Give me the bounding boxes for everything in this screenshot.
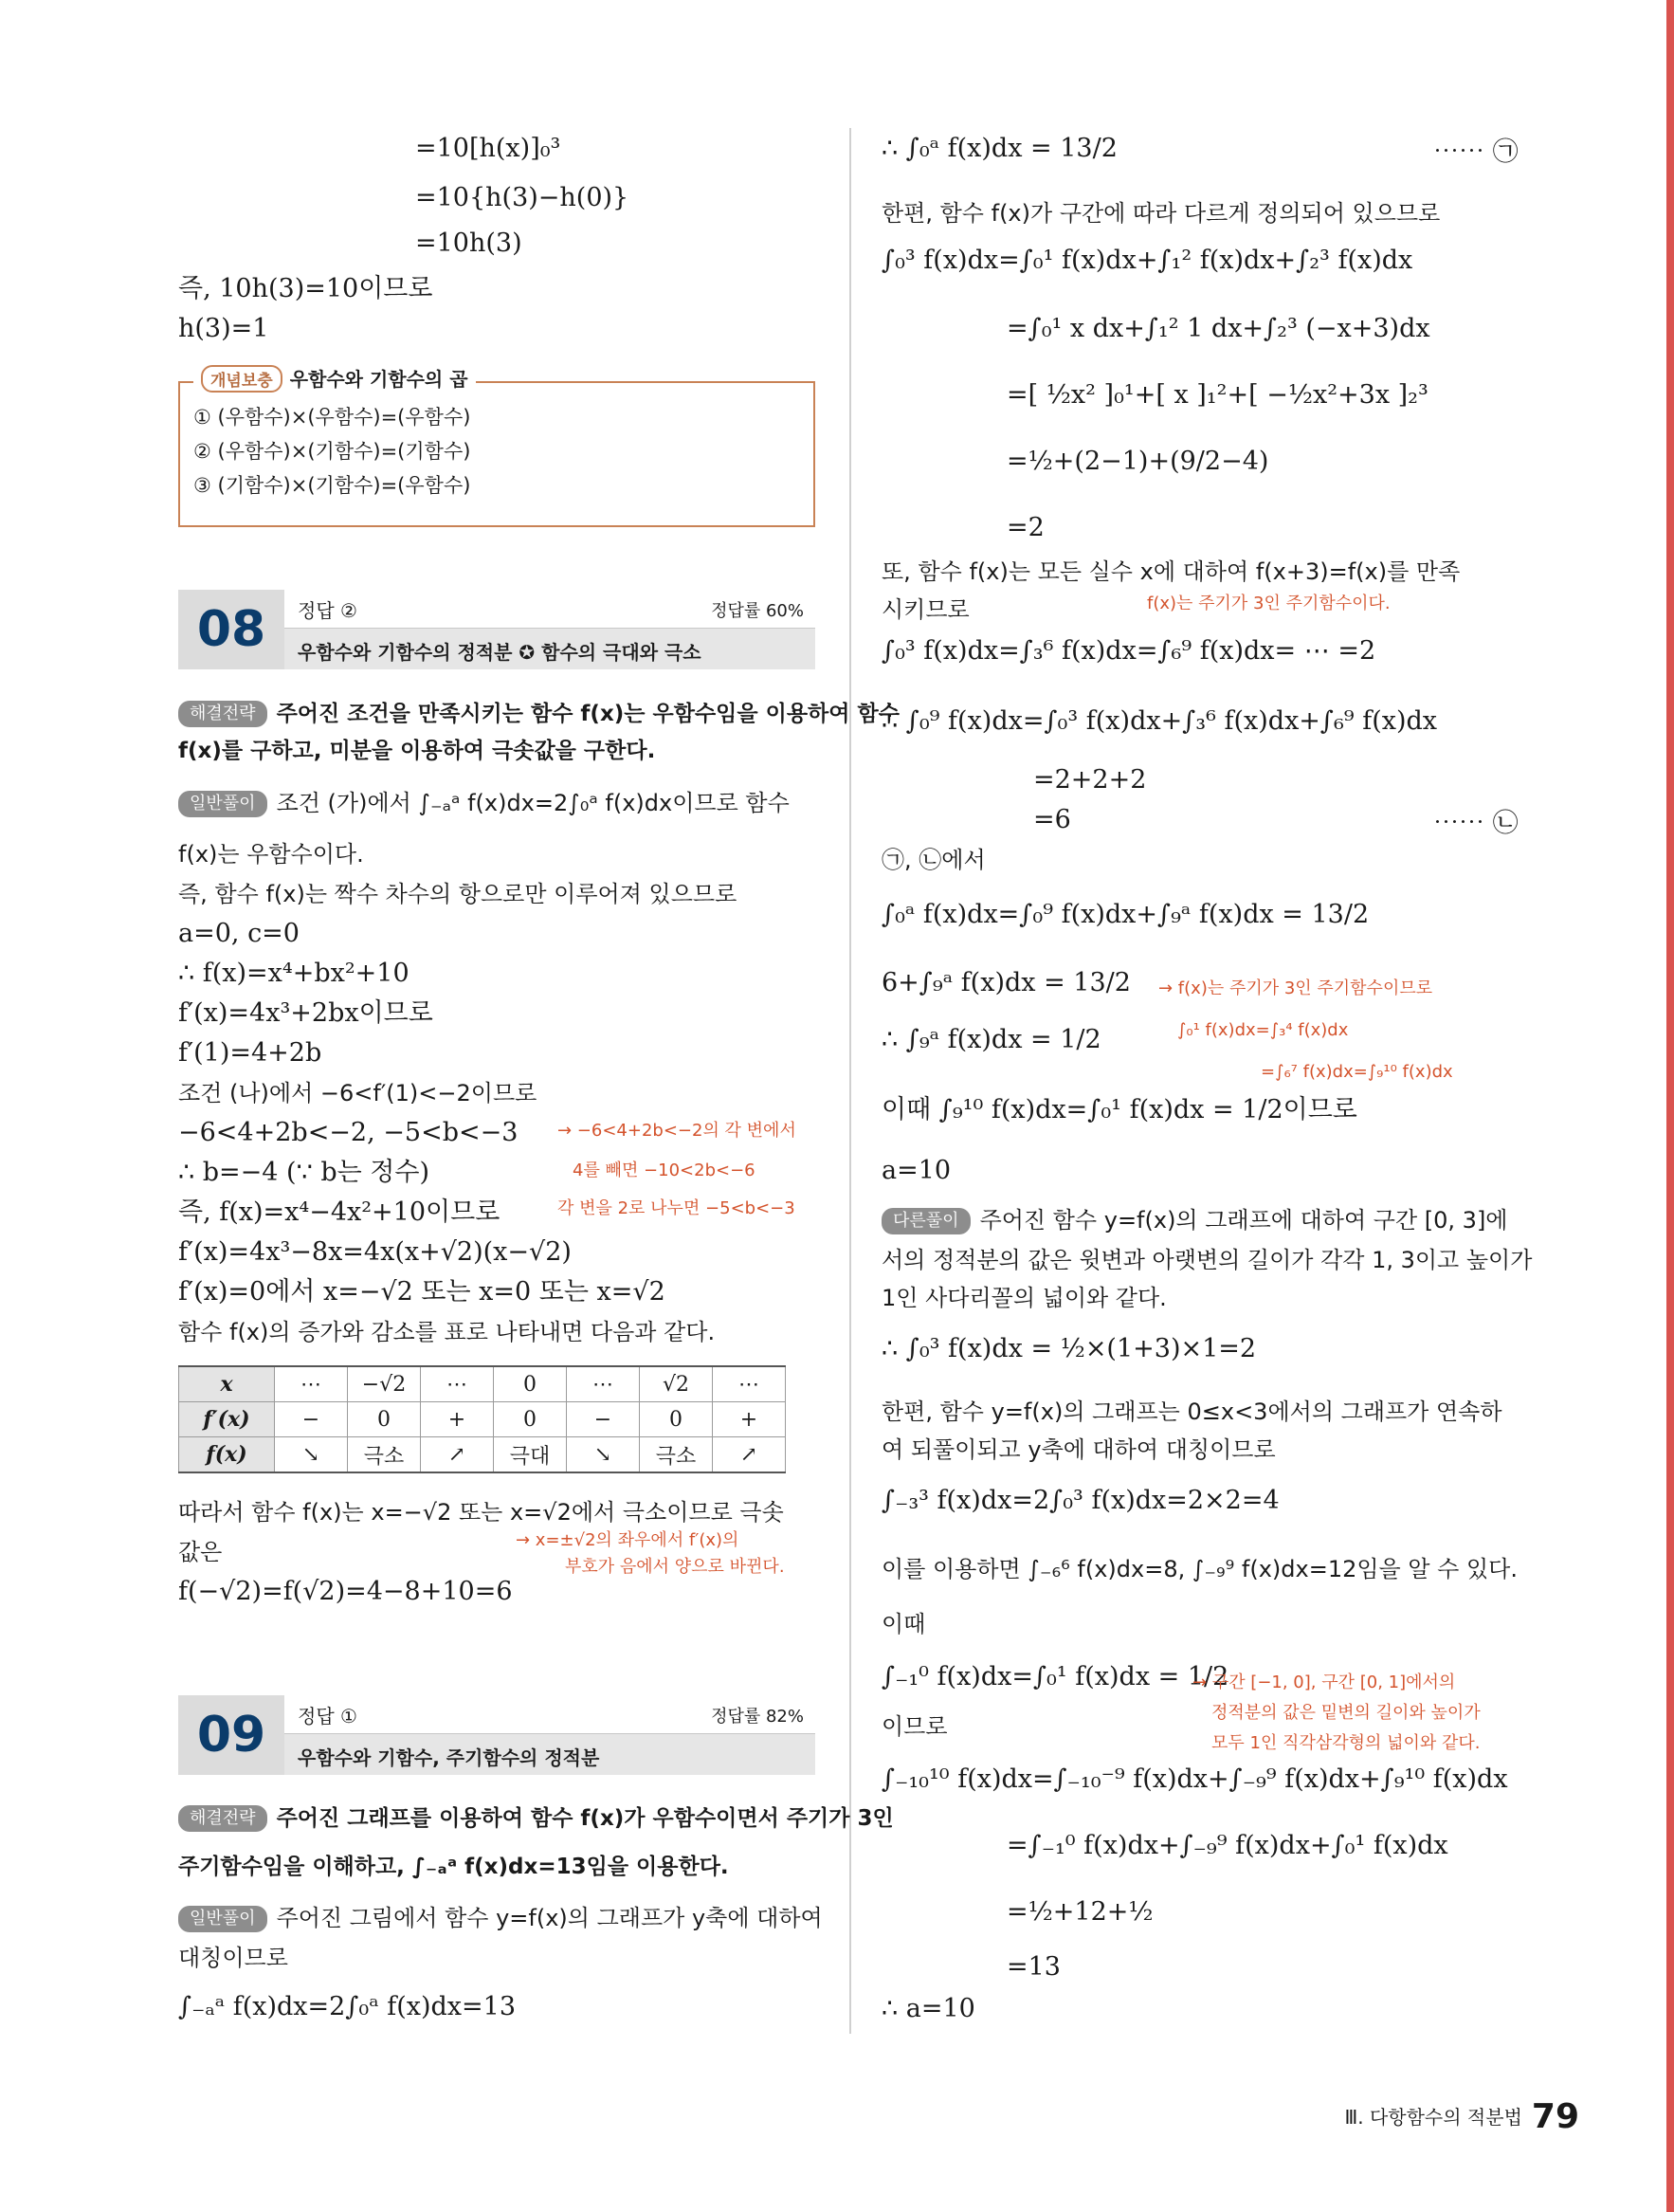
- table-cell: ⋯: [713, 1366, 786, 1402]
- strategy-line: [178, 697, 900, 730]
- math-line: =10{h(3)−h(0)}: [415, 183, 629, 212]
- concept-item: ① (우함수)×(우함수)=(우함수): [193, 406, 471, 429]
- margin-note: =∫₆⁷ f(x)dx=∫₉¹⁰ f(x)dx: [1261, 1062, 1453, 1082]
- margin-note: → f(x)는 주기가 3인 주기함수이므로: [1158, 978, 1433, 998]
- table-cell: ⋯: [421, 1366, 494, 1402]
- solution-text: f(−√2)=f(√2)=4−8+10=6: [178, 1577, 513, 1606]
- solution-text: 한편, 함수 f(x)가 구간에 따라 다르게 정의되어 있으므로: [882, 200, 1441, 227]
- margin-note: 4를 빼면 −10<2b<−6: [573, 1161, 755, 1180]
- math-line: =[ ½x² ]₀¹+[ x ]₁²+[ −½x²+3x ]₂³: [1007, 380, 1428, 410]
- table-cell: f′(x): [179, 1402, 275, 1437]
- concept-item: ③ (기함수)×(기함수)=(우함수): [193, 474, 471, 497]
- table-cell: f(x): [179, 1437, 275, 1473]
- table-cell: 0: [494, 1366, 567, 1402]
- math-line: 즉, 10h(3)=10이므로: [178, 274, 433, 303]
- alt-text: ∫₋₃³ f(x)dx=2∫₀³ f(x)dx=2×2=4: [882, 1486, 1280, 1515]
- solution-text: 값은: [178, 1539, 223, 1565]
- math-line: =6: [1033, 805, 1071, 834]
- column-divider: [849, 128, 851, 2034]
- problem-topic: 우함수와 기함수, 주기함수의 정적분: [298, 1746, 600, 1769]
- solution-text: a=0, c=0: [178, 919, 300, 948]
- alt-text: 1인 사다리꼴의 넓이와 같다.: [882, 1285, 1167, 1311]
- alt-text: ∫₋₁⁰ f(x)dx=∫₀¹ f(x)dx = 1/2: [882, 1662, 1229, 1691]
- table-cell: 0: [348, 1402, 421, 1437]
- table-cell: 극소: [640, 1437, 713, 1473]
- margin-note: 정적분의 값은 밑변의 길이와 높이가: [1211, 1703, 1481, 1723]
- solution-text: 조건 (나)에서 −6<f′(1)<−2이므로: [178, 1080, 537, 1106]
- problem-08-header: [178, 590, 815, 669]
- math-line: ∫₀³ f(x)dx=∫₃⁶ f(x)dx=∫₆⁹ f(x)dx= ⋯ =2: [882, 636, 1376, 666]
- margin-note: 부호가 음에서 양으로 바뀐다.: [565, 1557, 785, 1577]
- solution-text: f′(x)=4x³−8x=4x(x+√2)(x−√2): [178, 1237, 572, 1267]
- table-cell: √2: [640, 1366, 713, 1402]
- alt-text: =½+12+½: [1007, 1897, 1154, 1927]
- problem-number: 09: [178, 1695, 284, 1775]
- table-row: [179, 1437, 786, 1473]
- solution-text: f′(1)=4+2b: [178, 1038, 322, 1068]
- alt-text: ∴ ∫₀³ f(x)dx = ½×(1+3)×1=2: [882, 1334, 1257, 1363]
- math-line: =10[h(x)]₀³: [415, 134, 561, 163]
- margin-note: 모두 1인 직각삼각형의 넓이와 같다.: [1211, 1733, 1481, 1753]
- strategy-tag: 해결전략: [178, 1805, 267, 1832]
- math-line: h(3)=1: [178, 314, 269, 343]
- table-cell: −√2: [348, 1366, 421, 1402]
- solution-text: 조건 (가)에서 ∫₋ₐᵃ f(x)dx=2∫₀ᵃ f(x)dx이므로 함수: [276, 790, 790, 816]
- margin-note: → −6<4+2b<−2의 각 변에서: [557, 1121, 796, 1141]
- table-cell: 0: [640, 1402, 713, 1437]
- margin-note: ∫₀¹ f(x)dx=∫₃⁴ f(x)dx: [1177, 1020, 1349, 1040]
- solution-text: 즉, 함수 f(x)는 짝수 차수의 항으로만 이루어져 있으므로: [178, 881, 737, 907]
- math-line: 6+∫₉ᵃ f(x)dx = 13/2: [882, 968, 1131, 997]
- alt-text: ∴ a=10: [882, 1994, 975, 2023]
- page-edge-stripe: [1666, 0, 1674, 2212]
- margin-note: 각 변을 2로 나누면 −5<b<−3: [557, 1198, 795, 1218]
- math-line: a=10: [882, 1156, 952, 1185]
- margin-note: f(x)는 주기가 3인 주기함수이다.: [1147, 594, 1391, 613]
- concept-header: [193, 364, 476, 393]
- table-row: [179, 1366, 786, 1402]
- strategy-text: 주어진 그래프를 이용하여 함수 f(x)가 우함수이면서 주기가 3인: [276, 1806, 894, 1831]
- solution-text: 시키므로: [882, 596, 970, 623]
- table-cell: ↗: [713, 1437, 786, 1473]
- answer-label: 정답 ①: [298, 1705, 357, 1728]
- topic-row: [284, 1734, 815, 1775]
- alt-text: 서의 정적분의 값은 윗변과 아랫변의 길이가 각각 1, 3이고 높이가: [882, 1247, 1533, 1273]
- answer-label: 정답 ②: [298, 599, 357, 622]
- strategy-line: [178, 1801, 894, 1835]
- solution-text: 즉, f(x)=x⁴−4x²+10이므로: [178, 1197, 500, 1227]
- solution-line: [178, 787, 790, 819]
- alt-text: 주어진 함수 y=f(x)의 그래프에 대하여 구간 [0, 3]에: [979, 1207, 1508, 1234]
- table-cell: ↘: [275, 1437, 348, 1473]
- equation-mark: ⋯⋯ ㉡: [1433, 809, 1519, 838]
- math-line: =∫₀¹ x dx+∫₁² 1 dx+∫₂³ (−x+3)dx: [1007, 314, 1430, 343]
- concept-title: 우함수와 기함수의 곱: [289, 368, 468, 391]
- page-number: 79: [1531, 2097, 1579, 2136]
- table-cell: 0: [494, 1402, 567, 1437]
- problem-number: 08: [178, 590, 284, 669]
- solution-line: [178, 1902, 823, 1934]
- solution-tag: 일반풀이: [178, 1906, 267, 1932]
- table-cell: +: [713, 1402, 786, 1437]
- alt-line: [882, 1204, 1508, 1236]
- math-line: ∫₀³ f(x)dx=∫₀¹ f(x)dx+∫₁² f(x)dx+∫₂³ f(x)dx: [882, 246, 1413, 275]
- math-line: ∴ ∫₀ᵃ f(x)dx = 13/2: [882, 134, 1118, 163]
- solution-tag: 일반풀이: [178, 791, 267, 817]
- table-cell: ⋯: [567, 1366, 640, 1402]
- increase-decrease-table: [178, 1365, 786, 1473]
- table-cell: x: [179, 1366, 275, 1402]
- strategy-text: 주기함수임을 이해하고, ∫₋ₐᵃ f(x)dx=13임을 이용한다.: [178, 1855, 729, 1879]
- solution-text: 따라서 함수 f(x)는 x=−√2 또는 x=√2에서 극소이므로 극솟: [178, 1499, 784, 1526]
- page-footer: [1344, 2097, 1579, 2136]
- math-line: =2: [1007, 513, 1045, 542]
- table-cell: ↘: [567, 1437, 640, 1473]
- alt-text: 여 되풀이되고 y축에 대하여 대칭이므로: [882, 1436, 1276, 1463]
- table-cell: ↗: [421, 1437, 494, 1473]
- solution-text: f(x)는 우함수이다.: [178, 841, 364, 868]
- math-line: =10h(3): [415, 229, 522, 258]
- alt-text: =13: [1007, 1952, 1061, 1982]
- problem-09-header: [178, 1695, 815, 1775]
- alt-text: ∫₋₁₀¹⁰ f(x)dx=∫₋₁₀⁻⁹ f(x)dx+∫₋₉⁹ f(x)dx+∫₉¹⁰ f(x)dx: [882, 1764, 1508, 1794]
- solution-text: 함수 f(x)의 증가와 감소를 표로 나타내면 다음과 같다.: [178, 1319, 716, 1345]
- strategy-text: f(x)를 구하고, 미분을 이용하여 극솟값을 구한다.: [178, 739, 656, 763]
- table-cell: ⋯: [275, 1366, 348, 1402]
- solution-text: ∫₋ₐᵃ f(x)dx=2∫₀ᵃ f(x)dx=13: [178, 1992, 516, 2021]
- solution-text: f′(x)=4x³+2bx이므로: [178, 998, 433, 1028]
- concept-item: ② (우함수)×(기함수)=(기함수): [193, 440, 471, 463]
- strategy-tag: 해결전략: [178, 701, 267, 727]
- correct-rate: 정답률 82%: [711, 1707, 804, 1727]
- solution-text: ㉠, ㉡에서: [882, 847, 986, 873]
- solution-text: f′(x)=0에서 x=−√2 또는 x=0 또는 x=√2: [178, 1277, 665, 1307]
- concept-box: [178, 368, 815, 527]
- answer-row: [284, 1695, 815, 1734]
- topic-row: [284, 629, 815, 669]
- table-row: [179, 1402, 786, 1437]
- solution-text: 주어진 그림에서 함수 y=f(x)의 그래프가 y축에 대하여: [276, 1905, 823, 1931]
- math-line: =2+2+2: [1033, 765, 1147, 795]
- solution-text: 또, 함수 f(x)는 모든 실수 x에 대하여 f(x+3)=f(x)를 만족: [882, 558, 1461, 585]
- margin-note: → 구간 [−1, 0], 구간 [0, 1]에서의: [1192, 1673, 1456, 1692]
- table-cell: 극소: [348, 1437, 421, 1473]
- alt-tag: 다른풀이: [882, 1208, 971, 1234]
- strategy-text: 주어진 조건을 만족시키는 함수 f(x)는 우함수임을 이용하여 함수: [276, 702, 900, 726]
- math-line: ∫₀ᵃ f(x)dx=∫₀⁹ f(x)dx+∫₉ᵃ f(x)dx = 13/2: [882, 900, 1370, 929]
- math-line: =½+(2−1)+(9/2−4): [1007, 447, 1269, 476]
- correct-rate: 정답률 60%: [711, 601, 804, 621]
- table-cell: 극대: [494, 1437, 567, 1473]
- solution-text: ∴ b=−4 (∵ b는 정수): [178, 1158, 429, 1187]
- solution-text: ∴ f(x)=x⁴+bx²+10: [178, 959, 409, 988]
- alt-text: =∫₋₁⁰ f(x)dx+∫₋₉⁹ f(x)dx+∫₀¹ f(x)dx: [1007, 1831, 1448, 1860]
- problem-topic: 우함수와 기함수의 정적분 ✪ 함수의 극대와 극소: [298, 641, 701, 664]
- alt-text: 이를 이용하면 ∫₋₆⁶ f(x)dx=8, ∫₋₉⁹ f(x)dx=12임을 알 수 있다.: [882, 1556, 1518, 1582]
- chapter-label: Ⅲ. 다항함수의 적분법: [1344, 2106, 1522, 2129]
- math-line: 이때 ∫₉¹⁰ f(x)dx=∫₀¹ f(x)dx = 1/2이므로: [882, 1095, 1357, 1124]
- table-cell: −: [567, 1402, 640, 1437]
- concept-tag: 개념보충: [201, 365, 282, 393]
- solution-text: 대칭이므로: [178, 1945, 288, 1971]
- answer-row: [284, 590, 815, 629]
- equation-mark: ⋯⋯ ㉠: [1433, 137, 1519, 167]
- margin-note: → x=±√2의 좌우에서 f′(x)의: [516, 1530, 739, 1550]
- alt-text: 이므로: [882, 1713, 948, 1740]
- table-cell: +: [421, 1402, 494, 1437]
- alt-text: 이때: [882, 1611, 926, 1637]
- alt-text: 한편, 함수 y=f(x)의 그래프는 0≤x<3에서의 그래프가 연속하: [882, 1398, 1502, 1425]
- solution-text: −6<4+2b<−2, −5<b<−3: [178, 1118, 519, 1147]
- math-line: ∴ ∫₀⁹ f(x)dx=∫₀³ f(x)dx+∫₃⁶ f(x)dx+∫₆⁹ f(x)dx: [882, 706, 1438, 736]
- table-cell: −: [275, 1402, 348, 1437]
- math-line: ∴ ∫₉ᵃ f(x)dx = 1/2: [882, 1025, 1101, 1054]
